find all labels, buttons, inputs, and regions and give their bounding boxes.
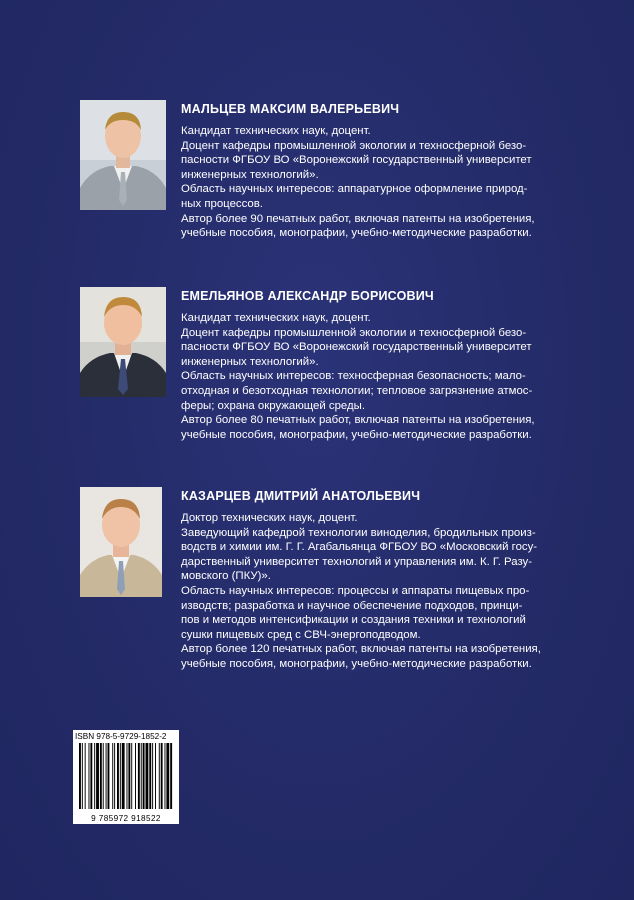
author-2-line: отходная и безотходная технологии; тепловое загрязнение атмос- — [181, 384, 533, 397]
author-1-photo — [80, 100, 166, 210]
author-3-line: изводств; разработка и научное обеспечение подходов, принци- — [181, 599, 523, 612]
barcode-icon — [77, 743, 175, 809]
author-3-line: учебные пособия, монографии, учебно-методические разработки. — [181, 657, 532, 670]
author-3-line: Доктор технических наук, доцент. — [181, 512, 358, 524]
author-2-line: инженерных технологий». — [181, 355, 319, 368]
author-2-name: ЕМЕЛЬЯНОВ АЛЕКСАНДР БОРИСОВИЧ — [181, 289, 434, 303]
portrait-image — [80, 287, 166, 397]
author-2-bio — [181, 287, 581, 442]
isbn-label: ISBN 978-5-9729-1852-2 — [75, 732, 167, 741]
author-3-bio — [181, 487, 581, 672]
author-2-line: Доцент кафедры промышленной экологии и техносферной безо- — [181, 326, 527, 339]
author-1-line: учебные пособия, монографии, учебно-методические разработки. — [181, 227, 532, 240]
author-1-line: ных процессов. — [181, 197, 263, 210]
author-1-line: Кандидат технических наук, доцент. — [181, 125, 371, 137]
author-3-line: мовского (ПКУ)». — [181, 570, 271, 583]
author-3-line: Область научных интересов: процессы и аппараты пищевых про- — [181, 584, 530, 597]
author-2-line: Автор более 80 печатных работ, включая патенты на изобретения, — [181, 414, 535, 427]
author-3-name: КАЗАРЦЕВ ДМИТРИЙ АНАТОЛЬЕВИЧ — [181, 489, 421, 503]
author-3-line: водств и химии им. Г. Г. Агабальянца ФГБОУ ВО «Московский госу- — [181, 541, 538, 554]
author-2-line: пасности ФГБОУ ВО «Воронежский государственный университет — [181, 341, 532, 354]
author-1-name: МАЛЬЦЕВ МАКСИМ ВАЛЕРЬЕВИЧ — [181, 102, 400, 116]
author-3-line: дарственный университет технологий и управления им. К. Г. Разу- — [181, 555, 533, 568]
author-3-line: пов и методов интенсификации и создания техники и технологий — [181, 614, 526, 627]
isbn-barcode-box — [73, 730, 179, 824]
author-2-photo — [80, 287, 166, 397]
author-2-line: Область научных интересов: техносферная безопасность; мало- — [181, 370, 526, 383]
author-2-line: феры; охрана окружающей среды. — [181, 399, 365, 412]
author-3-photo — [80, 487, 162, 597]
author-2-line: учебные пособия, монографии, учебно-методические разработки. — [181, 428, 532, 441]
author-1-line: Доцент кафедры промышленной экологии и техносферной безо- — [181, 139, 527, 152]
author-1-bio — [181, 100, 581, 241]
author-2-line: Кандидат технических наук, доцент. — [181, 312, 371, 324]
portrait-image — [80, 100, 166, 210]
author-3-line: сушки пищевых сред с СВЧ-энергоподводом. — [181, 628, 421, 641]
author-1-line: Область научных интересов: аппаратурное оформление природ- — [181, 183, 528, 196]
author-1-line: инженерных технологий». — [181, 168, 319, 181]
author-1-line: пасности ФГБОУ ВО «Воронежский государственный университет — [181, 154, 532, 167]
author-3-line: Автор более 120 печатных работ, включая патенты на изобретения, — [181, 643, 541, 656]
portrait-image — [80, 487, 162, 597]
isbn-digits: 9 785972 918522 — [91, 814, 161, 823]
author-3-line: Заведующий кафедрой технологии виноделия, бродильных произ- — [181, 526, 536, 539]
author-1-line: Автор более 90 печатных работ, включая патенты на изобретения, — [181, 212, 535, 225]
